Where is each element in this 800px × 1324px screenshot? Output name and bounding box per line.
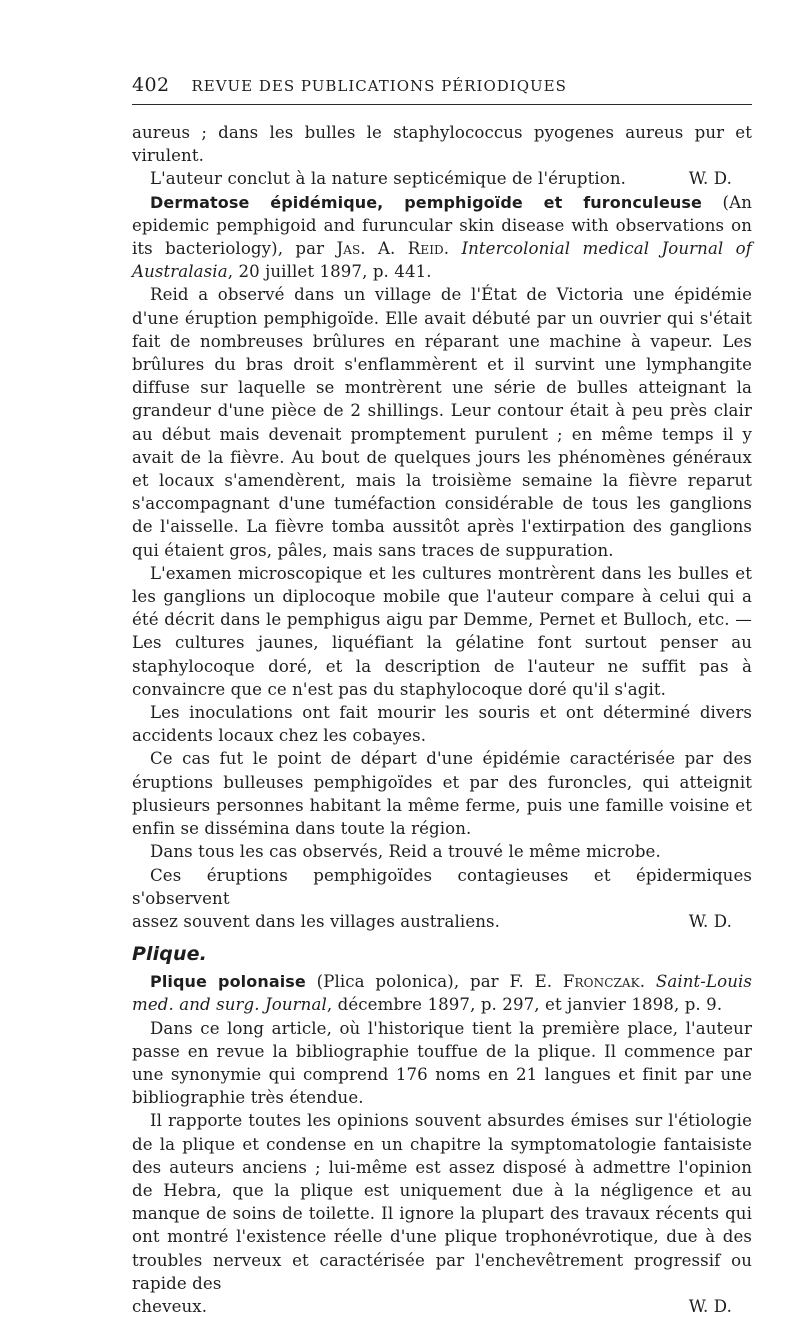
article1-conclusion-text: L'auteur conclut à la nature septicémique de l'éruption. — [150, 169, 627, 189]
article2-closing-line — [132, 910, 752, 933]
running-head — [132, 74, 752, 102]
article3-paragraph-2: Il rapporte toutes les opinions souvent absurdes émises sur l'étiologie de la plique et condense en un chapitre la symptomatologie fantaisiste des auteurs anciens ; lui-même est assez disposé à admettre l'opinion de Hebra, que la plique est uniquement due à la négligence et au manque de soins de toilette. Il ignore la plupart des travaux récents qui ont montré l'existence réelle d'une plique trophonévrotique, due à des troubles nerveux et caractérisée par l'enchevêtrement progressif ou rapide des — [132, 1111, 752, 1293]
article2-author: Jas. A. Reid — [336, 239, 444, 259]
article3-author: F. E. Fronczak. — [509, 972, 646, 992]
article3-closing-text: cheveux. — [132, 1296, 208, 1316]
article2-journal: Intercolonial medical Journal of Australasia — [132, 239, 752, 282]
section-heading: Plique. — [132, 943, 207, 966]
article1-continuation: aureus ; dans les bulles le staphylococcus pyogenes aureus pur et virulent. — [132, 123, 752, 166]
article2-signature: W. D. — [688, 911, 732, 931]
article3-citation: Plique polonaise (Plica polonica), par F. E. Fronczak. Saint-Louis med. and surg. Journal, décembre 1897, p. 297, et janvier 1898, p. 9. — [132, 972, 753, 1015]
article2-paragraph-1: Reid a observé dans un village de l'État de Victoria une épidémie d'une éruption pemphigoïde. Elle avait débuté par un ouvrier qui s'était fait de nombreuses brûlures en réparant une machine à vapeur. Les brûlures du bras droit s'enflammèrent et il survint une lymphangite diffuse sur laquelle se montrèrent une série de bulles atteignant la grandeur d'une pièce de 2 shillings. Leur contour était à peu près clair au début mais devenait promptement purulent ; en même temps il y avait de la fièvre. Au bout de quelques jours les phénomènes généraux et locaux s'amendèrent, mais la troisième semaine la fièvre reparut s'accompagnant d'une tuméfaction considérable de tous les ganglions de l'aisselle. La fièvre tomba aussitôt après l'extirpation des ganglions qui étaient gros, pâles, mais sans traces de suppuration. — [132, 285, 752, 560]
article2-paragraph-6: Ces éruptions pemphigoïdes contagieuses et épidermiques s'observent — [132, 865, 752, 908]
article2-paragraph-5: Dans tous les cas observés, Reid a trouvé le même microbe. — [150, 842, 661, 862]
article2-date: , 20 juillet 1897, p. 441. — [227, 262, 432, 282]
page-number: 402 — [132, 74, 170, 96]
article2-paragraph-3: Les inoculations ont fait mourir les souris et ont déterminé divers accidents locaux chez les cobayes. — [132, 703, 752, 746]
article3-date: , décembre 1897, p. 297, et janvier 1898, p. 9. — [326, 995, 723, 1015]
article2-citation: Dermatose épidémique, pemphigoïde et furonculeuse (An epidemic pemphigoid and furuncular skin disease with observations on its bacteriology), par Jas. A. Reid. Intercolonial medical Journal of Australasia, 20 juillet 1897, p. 441. — [132, 192, 752, 282]
running-title: REVUE DES PUBLICATIONS PÉRIODIQUES — [191, 77, 567, 95]
article3-closing-line — [132, 1295, 752, 1318]
article2-closing-text: assez souvent dans les villages australiens. — [132, 911, 501, 931]
article3-signature: W. D. — [688, 1296, 732, 1316]
article3-journal: Saint-Louis med. and surg. Journal — [132, 972, 753, 1015]
article2-title: Dermatose épidémique, pemphigoïde et furonculeuse — [150, 192, 703, 212]
article1-signature: W. D. — [688, 169, 732, 189]
article2-paragraph-2: L'examen microscopique et les cultures montrèrent dans les bulles et les ganglions un diplocoque mobile que l'auteur compare à celui qui a été décrit dans le pemphigus aigu par Demme, Pernet et Bulloch, etc. — Les cultures jaunes, liquéfiant la gélatine font surtout penser au staphylocoque doré, et la description de l'auteur ne suffit pas à convaincre que ce n'est pas du staphylocoque doré qu'il s'agit. — [132, 563, 752, 699]
article2-paragraph-4: Ce cas fut le point de départ d'une épidémie caractérisée par des éruptions bulleuses pemphigoïdes et par des furoncles, qui atteignit plusieurs personnes habitant la même ferme, puis une famille voisine et enfin se dissémina dans toute la région. — [132, 749, 752, 839]
article3-title: Plique polonaise — [150, 972, 306, 992]
article3-paragraph-1: Dans ce long article, où l'historique tient la première place, l'auteur passe en revue la bibliographie touffue de la plique. Il commence par une synonymie qui comprend 176 noms en 21 langues et finit par une bibliographie très étendue. — [132, 1018, 752, 1108]
body-text — [132, 121, 752, 1318]
header-rule — [132, 104, 752, 105]
article1-conclusion — [132, 167, 752, 190]
